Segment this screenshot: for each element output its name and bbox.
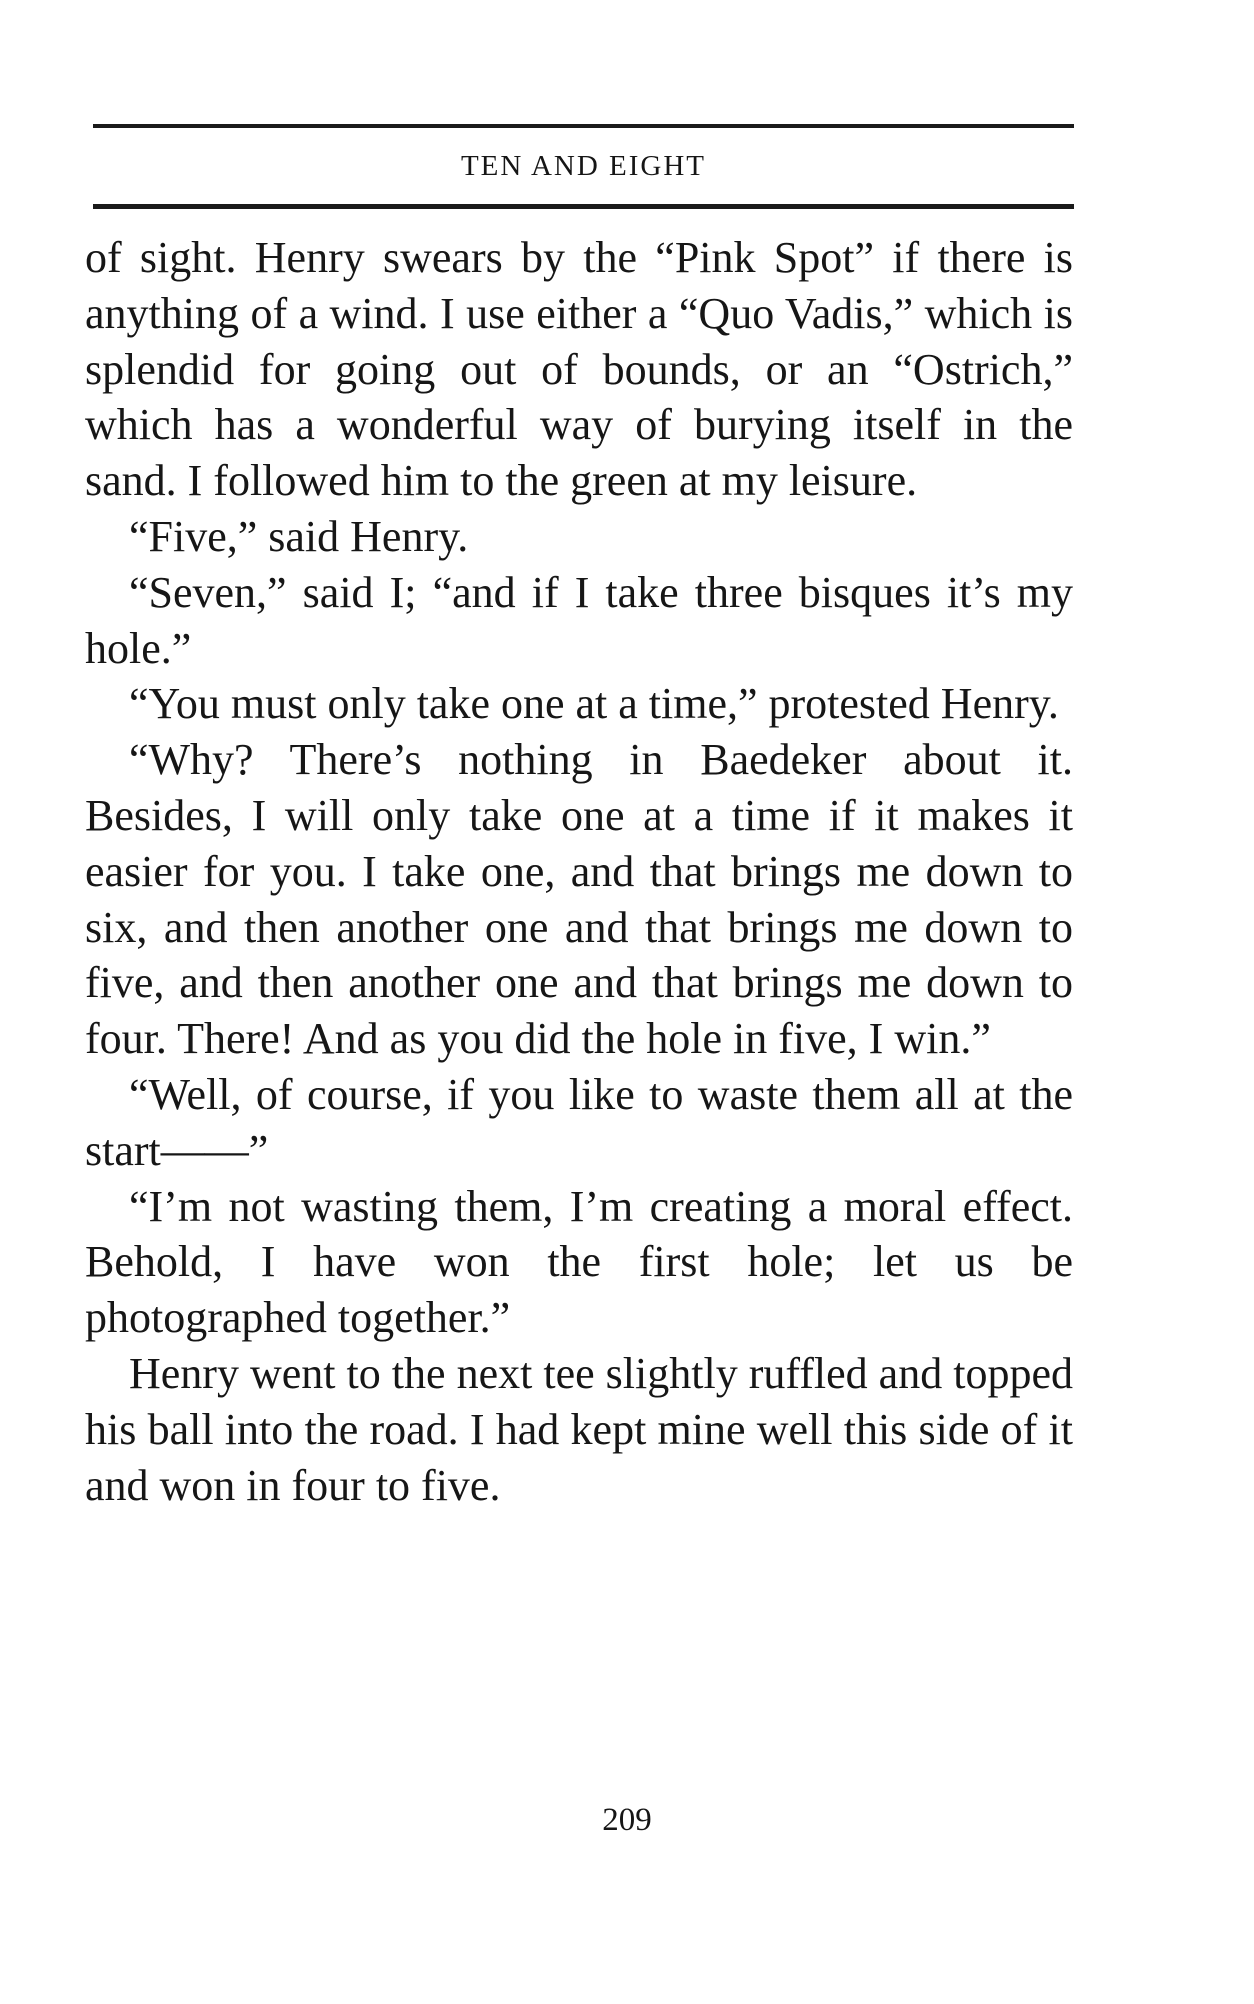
header-rule-top [93, 124, 1074, 128]
running-head: TEN AND EIGHT [460, 150, 707, 182]
paragraph: “You must only take one at a time,” protested Henry. [129, 679, 1059, 729]
paragraph: “Well, of course, if you like to waste them all at the start——” [85, 1069, 1073, 1175]
page-number: 209 [602, 1802, 652, 1838]
body-text [85, 230, 1073, 1513]
paragraph: “Why? There’s nothing in Baedeker about it. Besides, I will only take one at a time if it makes it easier for you. I take one, and that brings me down to six, and then another one and that brings me down to five, and then another one and that brings me down to four. There! And as you did the hole in five, I win.” [85, 735, 1073, 1064]
header-rule-bottom [93, 204, 1074, 209]
paragraph: “Seven,” said I; “and if I take three bisques it’s my hole.” [85, 567, 1073, 673]
paragraph: Henry went to the next tee slightly ruffled and topped his ball into the road. I had kept mine well this side of it and won in four to five. [85, 1348, 1073, 1510]
paragraph: “I’m not wasting them, I’m creating a moral effect. Behold, I have won the first hole; let us be photographed together.” [85, 1181, 1073, 1343]
paragraph: “Five,” said Henry. [129, 511, 469, 561]
paragraph-continued: of sight. Henry swears by the “Pink Spot” if there is anything of a wind. I use either a “Quo Vadis,” which is splendid for going out of bounds, or an “Ostrich,” which has a wonderful way of burying itself in the sand. I followed him to the green at my leisure. [85, 233, 1073, 506]
